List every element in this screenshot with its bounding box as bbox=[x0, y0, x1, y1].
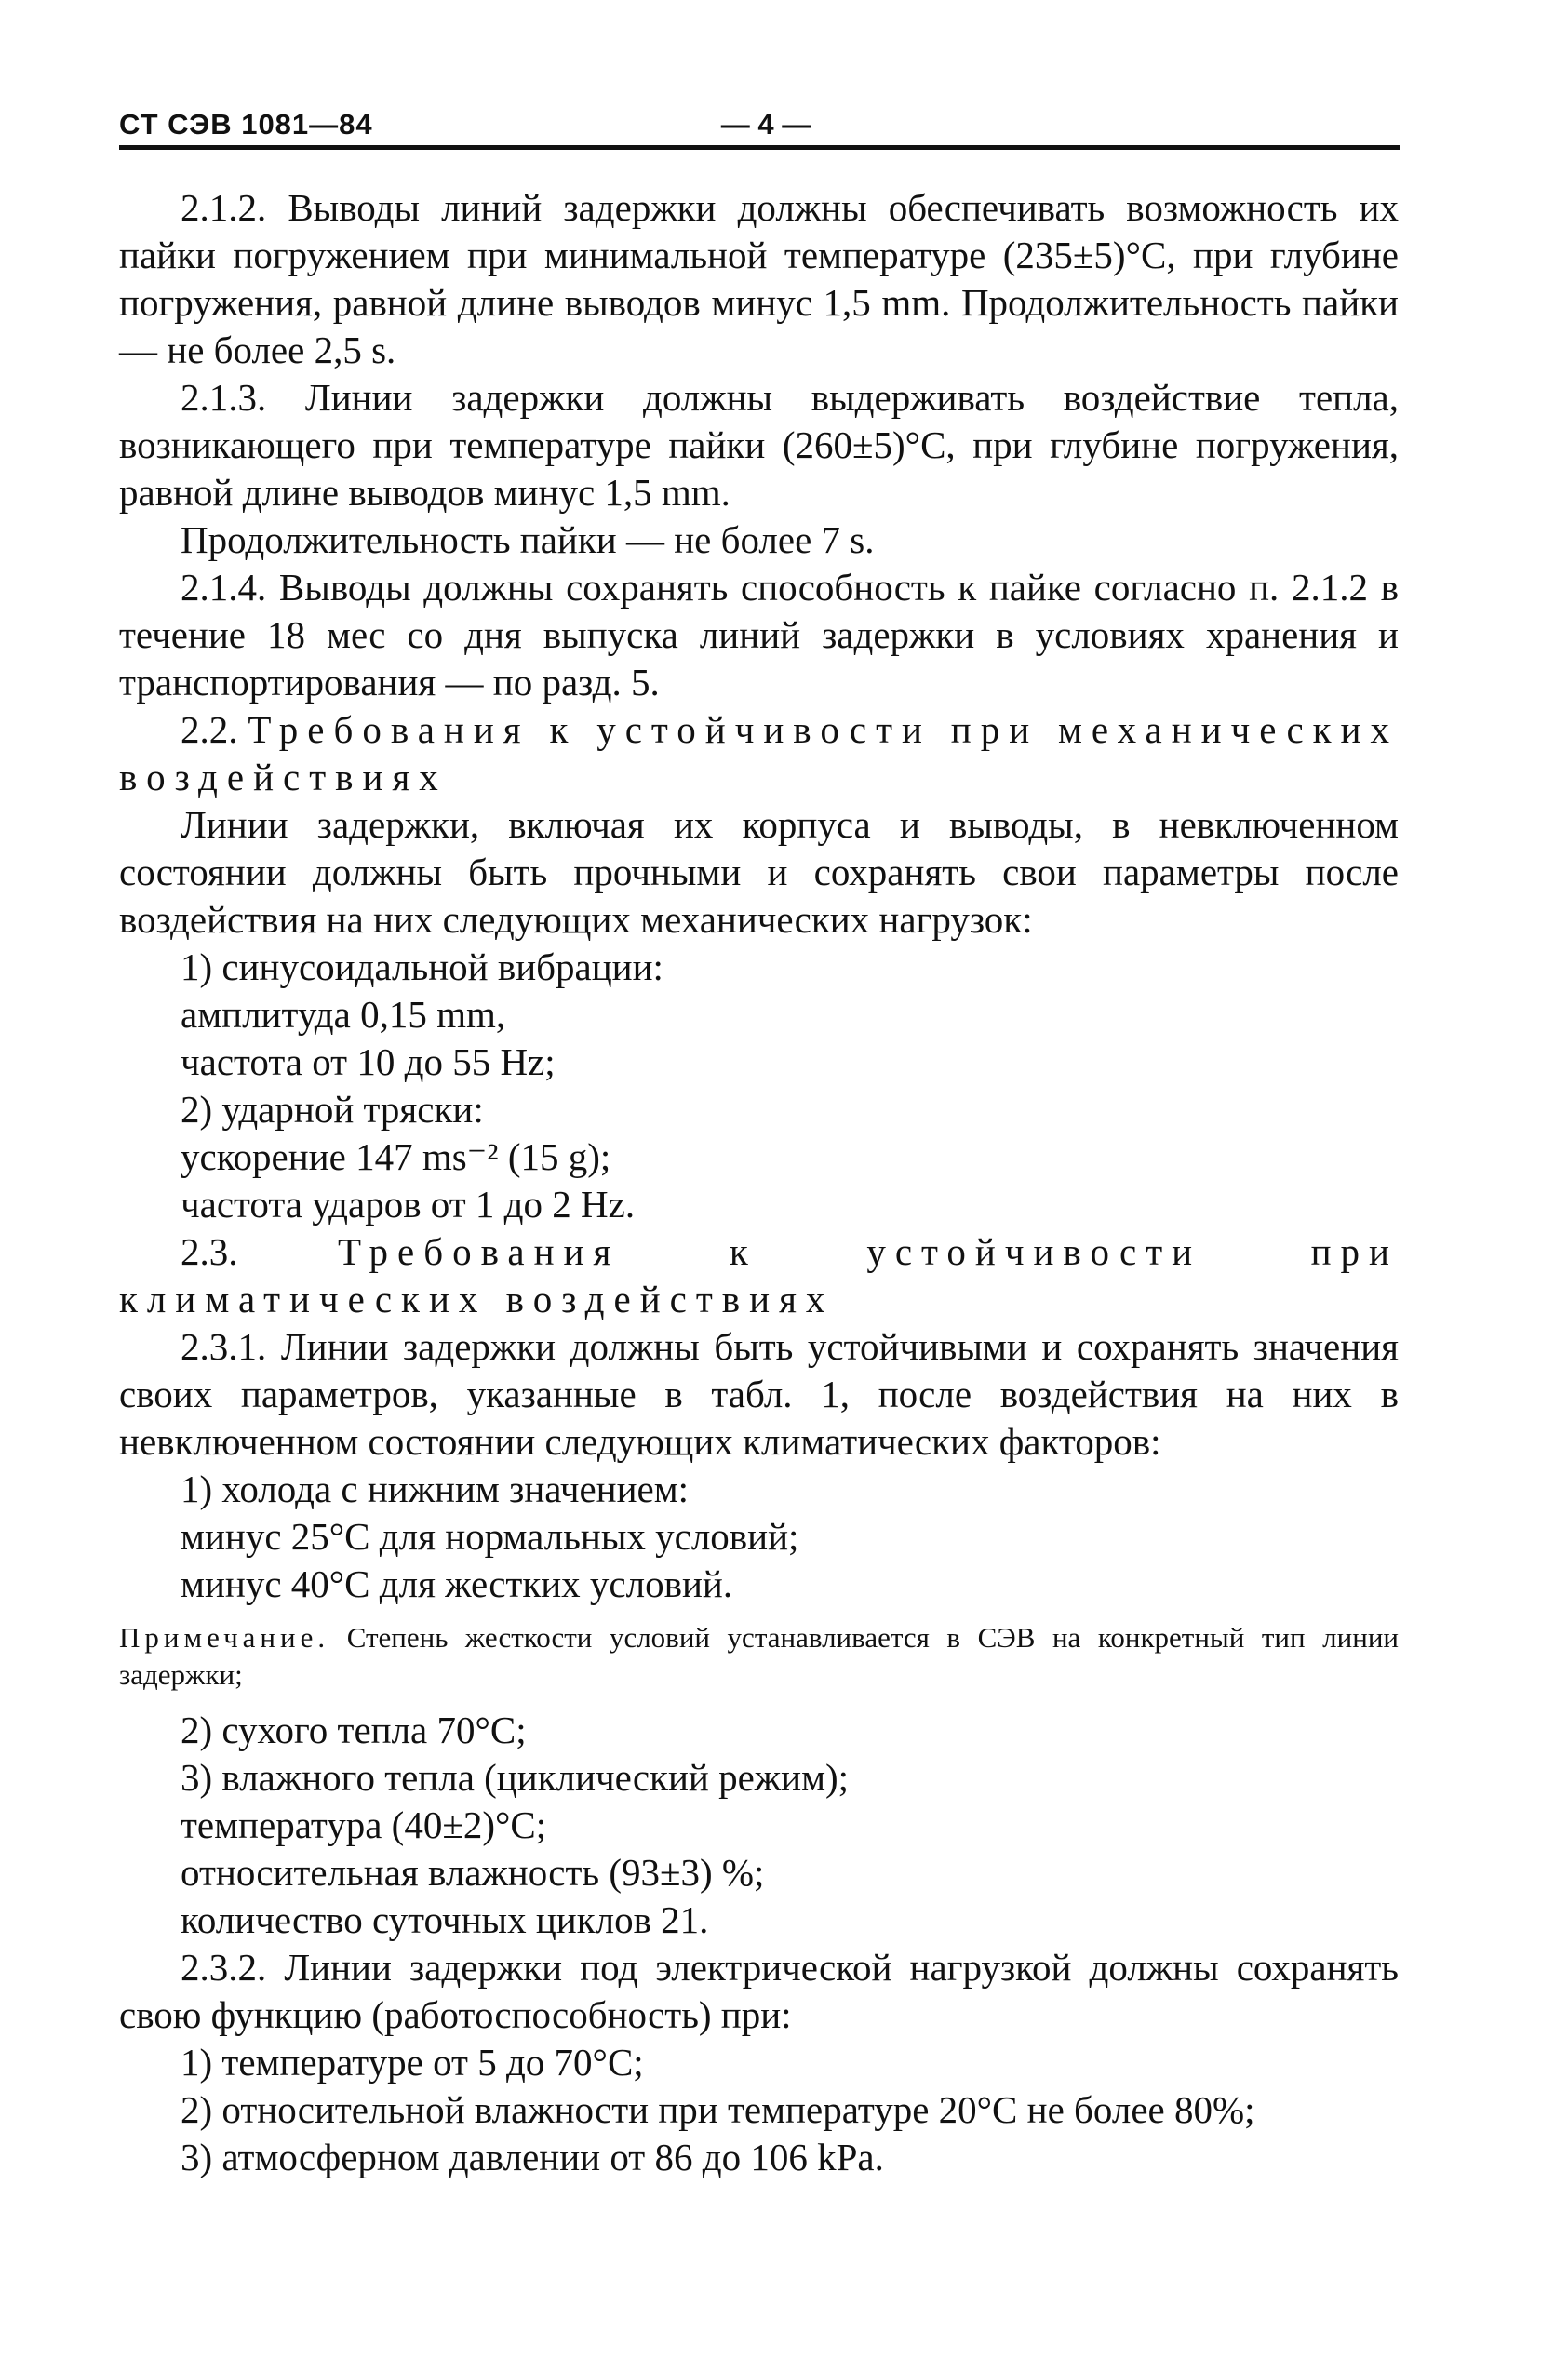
note bbox=[119, 1619, 1399, 1694]
list-item: амплитуда 0,15 mm, bbox=[181, 993, 506, 1036]
list-item: частота ударов от 1 до 2 Hz. bbox=[181, 1183, 636, 1226]
heading-2-2 bbox=[119, 706, 1399, 801]
page-number: — 4 — bbox=[720, 108, 811, 141]
list-item: частота от 10 до 55 Hz; bbox=[181, 1040, 556, 1083]
climate-factors-list-a bbox=[119, 1466, 1399, 1608]
heading-2-3-number: 2.3. bbox=[181, 1230, 238, 1273]
list-item: 2) ударной тряски: bbox=[181, 1088, 484, 1131]
list-item: относительная влажность (93±3) %; bbox=[181, 1851, 765, 1894]
paragraph-2-1-4: 2.1.4. Выводы должны сохранять способность к пайке согласно п. 2.1.2 в течение 18 мес со дня выпуска линий задержки в условиях хранения и транспортирования — по разд. 5. bbox=[119, 566, 1399, 704]
list-item: 1) синусоидальной вибрации: bbox=[181, 945, 663, 988]
page-header bbox=[119, 108, 1400, 150]
list-item: 1) холода с нижним значением: bbox=[181, 1468, 690, 1510]
paragraph-2-3-1: 2.3.1. Линии задержки должны быть устойчивыми и сохранять значения своих параметров, указанные в табл. 1, после воздействия на них в невключенном состоянии следующих климатических факторов: bbox=[119, 1325, 1399, 1463]
electrical-condition-1: 1) температуре от 5 до 70°С; bbox=[181, 2041, 644, 2084]
heading-2-2-text: Требования к устойчивости при механических воздействиях bbox=[119, 708, 1400, 798]
list-item: температура (40±2)°С; bbox=[181, 1803, 547, 1846]
list-item: ускорение 147 ms⁻² (15 g); bbox=[181, 1135, 611, 1178]
heading-2-3-text: Требования к устойчивости при климатических воздействиях bbox=[119, 1230, 1399, 1320]
list-item: минус 40°С для жестких условий. bbox=[181, 1562, 733, 1605]
document-body bbox=[119, 184, 1399, 2181]
list-item: 2) сухого тепла 70°С; bbox=[181, 1709, 527, 1751]
standard-code: СТ СЭВ 1081—84 bbox=[119, 108, 373, 141]
heading-2-2-number: 2.2. bbox=[181, 708, 238, 751]
paragraph-2-3-2: 2.3.2. Линии задержки под электрической нагрузкой должны сохранять свою функцию (работоспособность) при: bbox=[119, 1946, 1399, 2036]
list-item: минус 25°С для нормальных условий; bbox=[181, 1515, 799, 1558]
note-text: Степень жесткости условий устанавливается в СЭВ на конкретный тип линии задержки; bbox=[119, 1621, 1399, 1691]
paragraph-2-1-3-duration: Продолжительность пайки — не более 7 s. bbox=[181, 518, 875, 561]
mechanical-loads-list bbox=[119, 944, 1399, 1228]
paragraph-2-1-3: 2.1.3. Линии задержки должны выдерживать воздействие тепла, возникающего при температуре пайки (260±5)°С, при глубине погружения, равной длине выводов минус 1,5 mm. bbox=[119, 376, 1399, 514]
paragraph-2-2: Линии задержки, включая их корпуса и выводы, в невключенном состоянии должны быть прочными и сохранять свои параметры после воздействия на них следующих механических нагрузок: bbox=[119, 803, 1399, 941]
electrical-condition-2: 2) относительной влажности при температуре 20°С не более 80%; bbox=[181, 2088, 1255, 2131]
paragraph-2-1-2: 2.1.2. Выводы линий задержки должны обеспечивать возможность их пайки погружением при минимальной температуре (235±5)°С, при глубине погружения, равной длине выводов минус 1,5 mm. Продолжительность пайки — не более 2,5 s. bbox=[119, 186, 1399, 371]
list-item: 3) влажного тепла (циклический режим); bbox=[181, 1756, 850, 1799]
electrical-condition-3: 3) атмосферном давлении от 86 до 106 kPa. bbox=[181, 2136, 884, 2178]
note-label: Примечание. bbox=[119, 1621, 330, 1654]
list-item: количество суточных циклов 21. bbox=[181, 1898, 709, 1941]
climate-factors-list-b bbox=[119, 1707, 1399, 1944]
heading-2-3 bbox=[119, 1228, 1399, 1323]
